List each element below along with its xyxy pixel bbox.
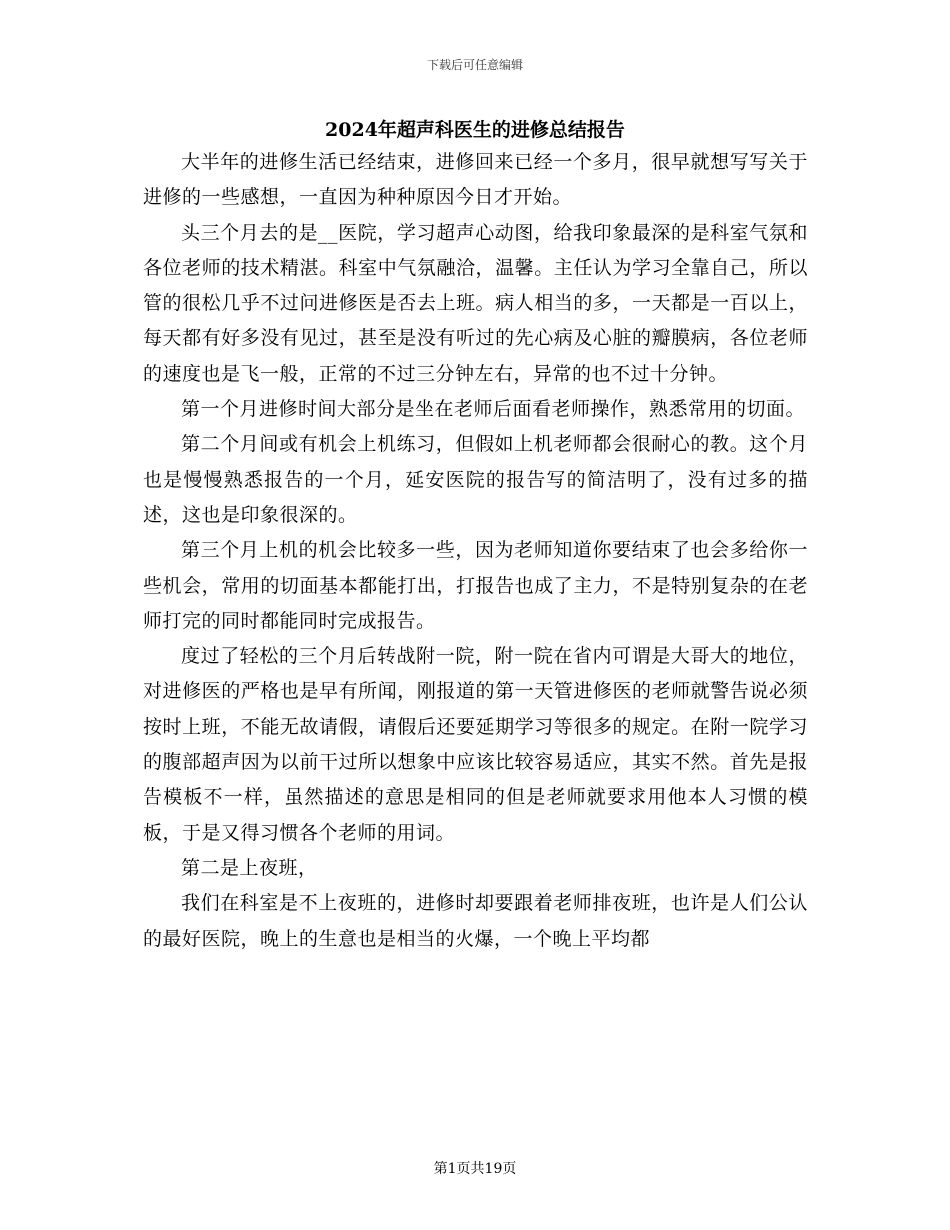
paragraph-2: 头三个月去的是__医院，学习超声心动图，给我印象最深的是科室气氛和各位老师的技术精湛。科室中气氛融洽，温馨。主任认为学习全靠自己，所以管的很松几乎不过问进修医是否去上班。病人相当的多，一天都是一百以上，每天都有好多没有见过，甚至是没有听过的先心病及心脏的瓣膜病，各位老师的速度也是飞一般，正常的不过三分钟左右，异常的也不过十分钟。: [143, 221, 808, 385]
paragraph-1: 大半年的进修生活已经结束，进修回来已经一个多月，很早就想写写关于进修的一些感想，一直因为种种原因今日才开始。: [143, 151, 808, 209]
paragraph-6: 度过了轻松的三个月后转战附一院，附一院在省内可谓是大哥大的地位，对进修医的严格也是早有所闻，刚报道的第一天管进修医的老师就警告说必须按时上班，不能无故请假，请假后还要延期学习等很多的规定。在附一院学习的腹部超声因为以前干过所以想象中应该比较容易适应，其实不然。首先是报告模板不一样，虽然描述的意思是相同的但是老师就要求用他本人习惯的模板，于是又得习惯各个老师的用词。: [143, 645, 808, 844]
document-title: 2024年超声科医生的进修总结报告: [325, 119, 625, 141]
page-number: 第1页共19页: [433, 1161, 517, 1177]
paragraph-4: 第二个月间或有机会上机练习，但假如上机老师都会很耐心的教。这个月也是慢慢熟悉报告的一个月，延安医院的报告写的简洁明了，没有过多的描述，这也是印象很深的。: [143, 433, 808, 526]
document-body: [143, 145, 808, 957]
paragraph-8: 我们在科室是不上夜班的，进修时却要跟着老师排夜班，也许是人们公认的最好医院，晚上的生意也是相当的火爆，一个晚上平均都: [143, 892, 808, 950]
paragraph-7: 第二是上夜班，: [181, 856, 318, 879]
paragraph-5: 第三个月上机的机会比较多一些，因为老师知道你要结束了也会多给你一些机会，常用的切面基本都能打出，打报告也成了主力，不是特别复杂的在老师打完的同时都能同时完成报告。: [143, 539, 808, 632]
paragraph-3: 第一个月进修时间大部分是坐在老师后面看老师操作，熟悉常用的切面。: [181, 398, 806, 421]
header-note: 下载后可任意编辑: [426, 58, 523, 72]
